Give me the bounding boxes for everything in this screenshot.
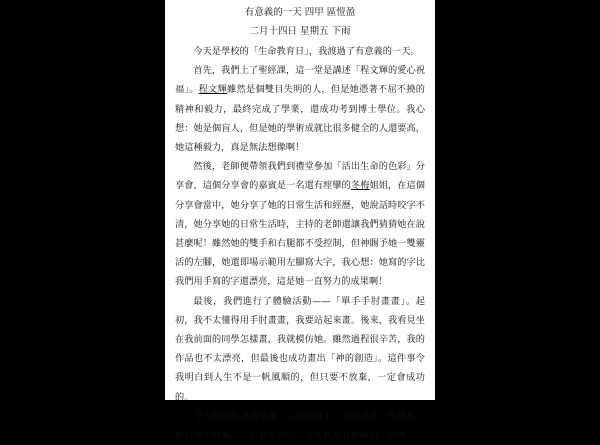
paragraph-experience-activity bbox=[175, 292, 425, 407]
paragraph-conclusion bbox=[175, 407, 425, 445]
document-page bbox=[165, 0, 435, 442]
paragraph-bible-class bbox=[175, 61, 425, 157]
paragraph-conclusion-text: 今天的活動讓我學會了人生的路上一定會遇到一些挫折，但只要不放棄，一定會成功的。今天真是有意義的一天啊！ bbox=[175, 410, 425, 442]
paragraph-bible-class-text-a: 首先，我們上了聖經課，這一堂是講述「程文輝的愛心祝福」。 bbox=[175, 65, 425, 96]
paragraph-intro bbox=[175, 42, 425, 61]
paragraph-sharing-session bbox=[175, 157, 425, 291]
paragraph-sharing-session-text-a: 然後，老師便帶領我們到禮堂參加「活出生命的色彩」分享會，這個分享會的嘉賓是一名還有痙攣的 bbox=[175, 161, 425, 192]
paragraph-experience-activity-text: 最後，我們進行了體驗活動——「單手手肘畫畫」。起初，我不太懂得用手肘畫畫，我要站起來畫。後來，我看見坐在我前面的同學怎樣畫，我就模仿她。雖然過程很辛苦，我的作品也不太漂亮，但最後也成功畫出「神的創造」。這件事令我明白到人生不是一帆風順的，但只要不放棄，一定會成功的。 bbox=[175, 295, 425, 403]
date-line: 二月十四日 星期五 下雨 bbox=[249, 26, 351, 37]
paragraph-bible-class-text-b: 雖然是個雙目失明的人，但是她憑著不屈不撓的精神和毅力，最終完成了學業，還成功考到博士學位。我心想：她是個盲人，但是她的學術成就比很多健全的人還要高，她這種毅力，真是無法想像啊！ bbox=[175, 84, 425, 154]
paragraph-intro-text: 今天是學校的「生命教育日」，我渡過了有意義的一天。 bbox=[193, 46, 420, 57]
document-title: 有意義的一天 四甲 區愷盈 bbox=[244, 7, 356, 18]
guest-name-underlined: 冬梅 bbox=[350, 180, 370, 192]
person-name-underlined: 程文輝 bbox=[198, 84, 228, 96]
paragraph-sharing-session-text-b: 姐姐，在這個分享會當中，她分享了她的日常生活和經歷，她說話時咬字不清，她分享她的日常生活時，主持的老師還讓我們猜猜她在說甚麼呢！雖然她的雙手和右腿都不受控制，但神賜予她一雙靈活的左腳，她還即場示範用左腳寫大字，我心想：她寫的字比我們用手寫的字還漂亮，這是她一直努力的成果啊！ bbox=[175, 180, 426, 288]
